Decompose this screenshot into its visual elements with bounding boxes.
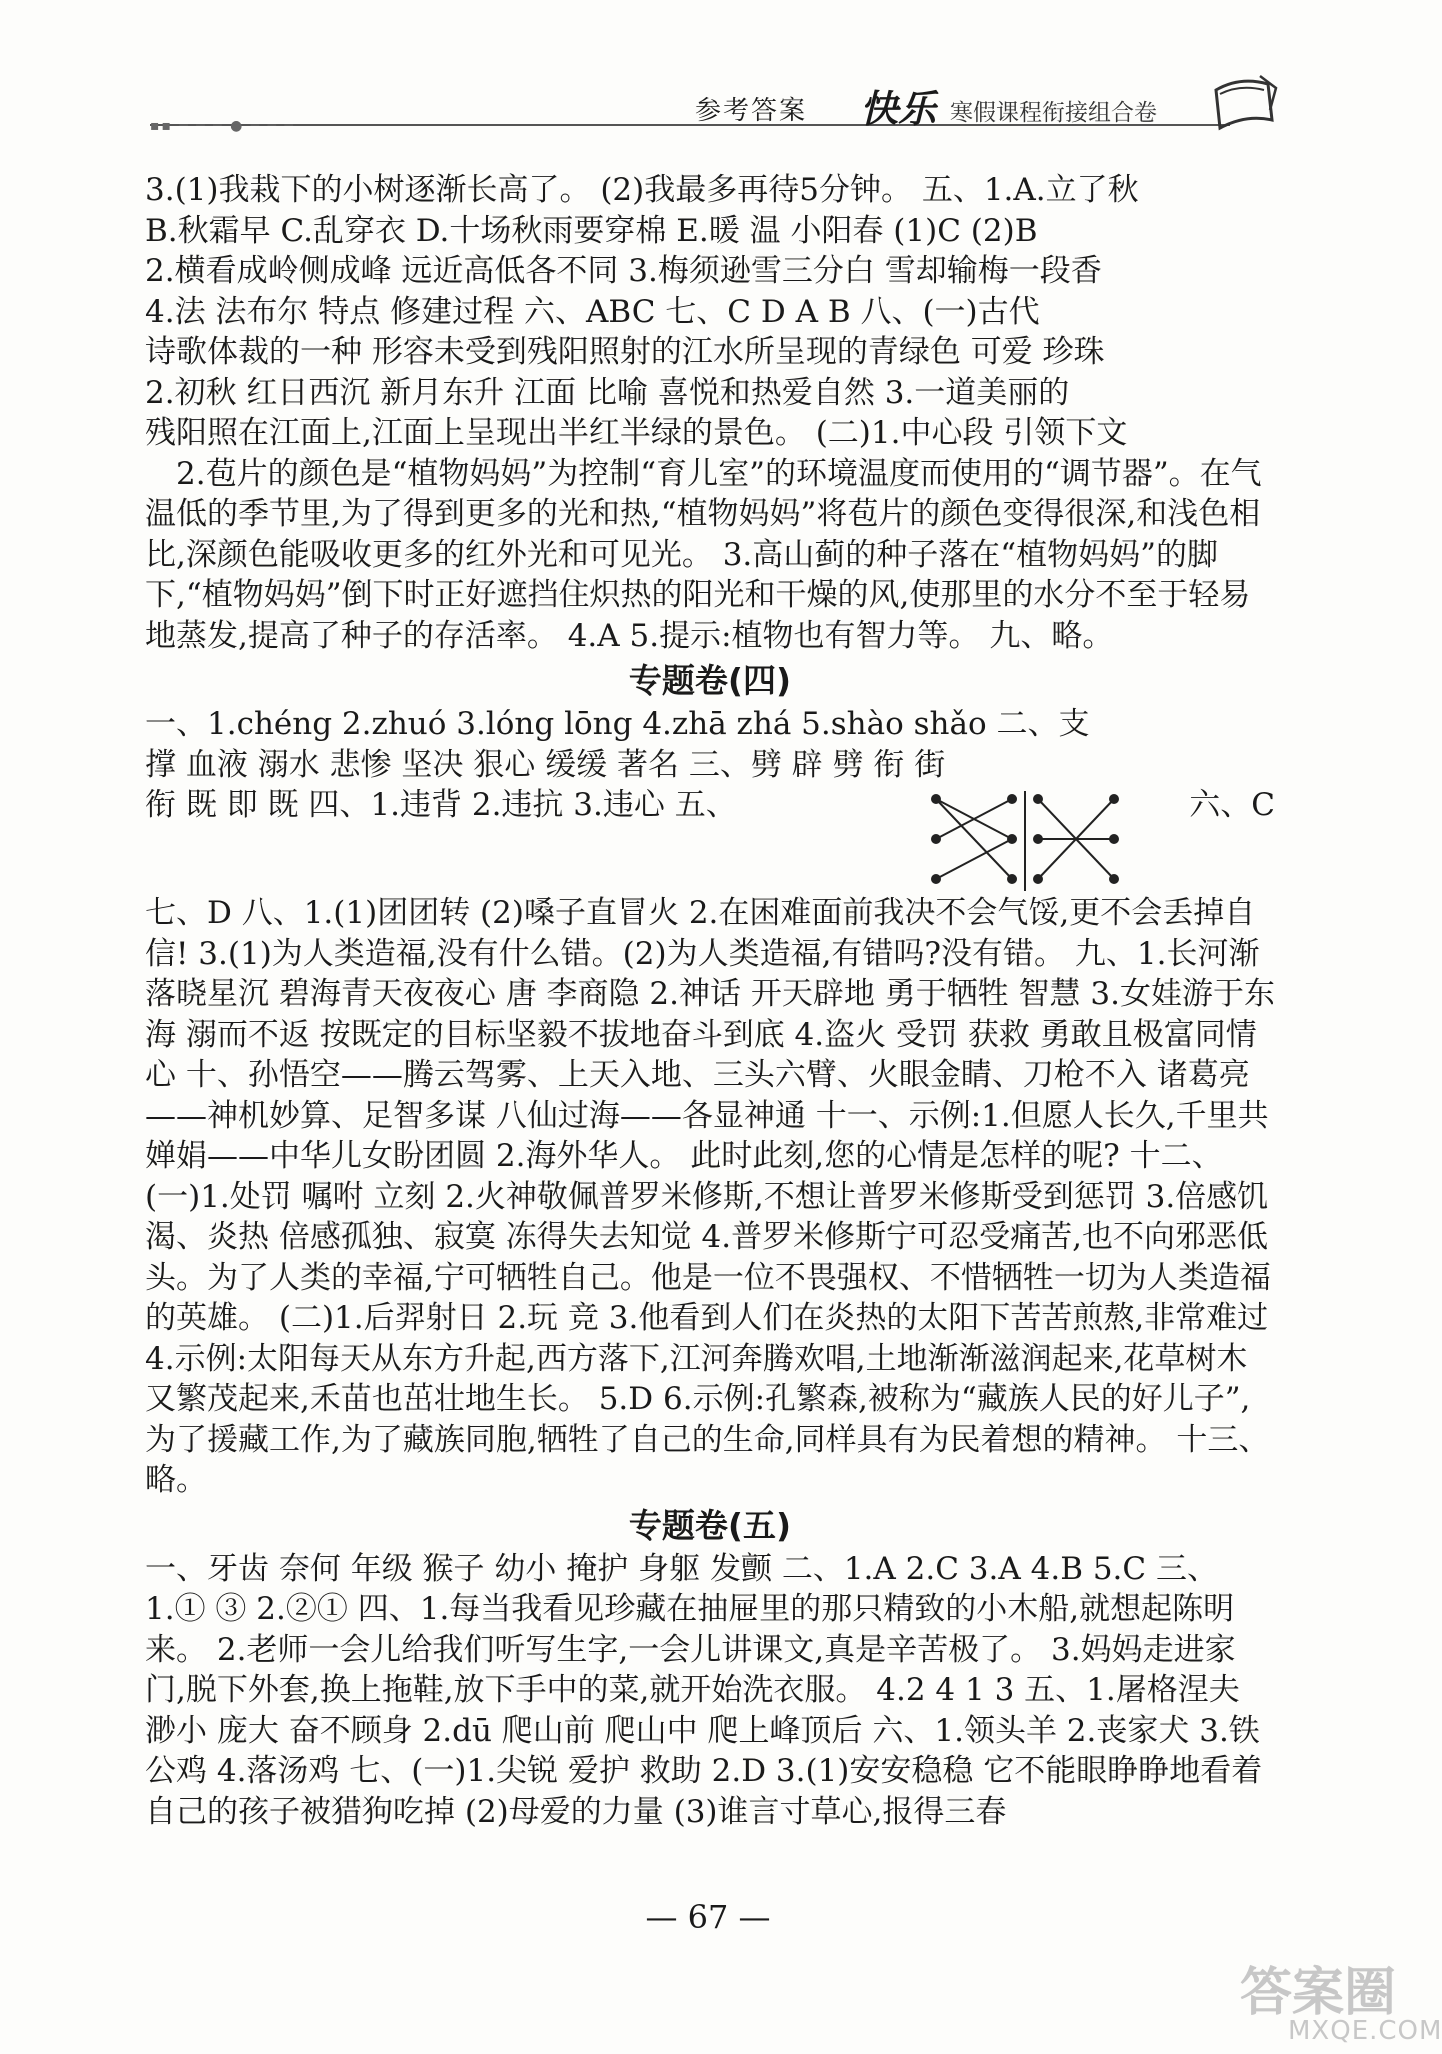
text-line: 诗歌体裁的一种 形容未受到残阳照射的江水所呈现的青绿色 可爱 珍珠 (145, 334, 1105, 370)
answer-paragraph: 2.苞片的颜色是“植物妈妈”为控制“育儿室”的环境温度而使用的“调节器”。在气温低的季节里,为了得到更多的光和热,“植物妈妈”将苞片的颜色变得很深,和浅色相比,深颜色能吸收更多的红外光和可见光。 3.高山蓟的种子落在“植物妈妈”的脚下,“植物妈妈”倒下时正好遮挡住炽热的阳光和干燥的风,使那里的水分不至于轻易地蒸发,提高了种子的存活率。 4.A 5.提示:植物也有智力等。 九、略。 (145, 455, 1262, 654)
header-series-title: 寒假课程衔接组合卷 (950, 100, 1157, 126)
section-title-4: 专题卷(四) (628, 661, 792, 700)
header-answers-label: 参考答案 (695, 96, 808, 126)
answer-paragraph: 七、D 八、1.(1)团团转 (2)嗓子直冒火 2.在困难面前我决不会气馁,更不会丢掉自信! 3.(1)为人类造福,没有什么错。(2)为人类造福,有错吗?没有错。 九、1.长河渐落晓星沉 碧海青天夜夜心 唐 李商隐 2.神话 开天辟地 勇于牺牲 智慧 3.女娃游于东海 溺而不返 按既定的目标坚毅不拔地奋斗到底 4.盗火 受罚 获救 勇敢且极富同情心 十、孙悟空——腾云驾雾、上天入地、三头六臂、火眼金睛、刀枪不入 诸葛亮——神机妙算、足智多谋 八仙过海——各显神通 十一、示例:1.但愿人长久,千里共婵娟——中华儿女盼团圆 2.海外华人。 此时此刻,您的心情是怎样的呢? 十二、(一)1.处罚 嘱咐 立刻 2.火神敬佩普罗米修斯,不想让普罗米修斯受到惩罚 3.倍感饥渴、炎热 倍感孤独、寂寞 冻得失去知觉 4.普罗米修斯宁可忍受痛苦,也不向邪恶低头。为了人类的幸福,宁可牺牲自己。他是一位不畏强权、不惜牺牲一切为人类造福的英雄。 (二)1.后羿射日 2.玩 竞 3.他看到人们在炎热的太阳下苦苦煎熬,非常难过 4.示例:太阳每天从东方升起,西方落下,江河奔腾欢唱,土地渐渐滋润起来,花草树木又繁茂起来,禾苗也茁壮地生长。 5.D 6.示例:孔繁森,被称为“藏族人民的好儿子”,为了援藏工作,为了藏族同胞,牺牲了自己的生命,同样具有为民着想的精神。 十三、略。 (145, 895, 1279, 1498)
header-decoration: ▪▪ ─ ─ ─ ● ─ ─ ─ (150, 118, 295, 134)
text-line: 六、C (1189, 787, 1275, 823)
matching-lines-diagram (930, 791, 1130, 891)
section-title-5: 专题卷(五) (628, 1505, 792, 1545)
text-line: 4.法 法布尔 特点 修建过程 六、ABC 七、C D A B 八、(一)古代 (145, 293, 1040, 330)
watermark: 答案圈 (1240, 1963, 1397, 2023)
text-line: 3.(1)我栽下的小树逐渐长高了。 (2)我最多再待5分钟。 五、1.A.立了秋 (145, 172, 1139, 208)
text-line: 撑 血液 溺水 悲惨 坚决 狠心 缓缓 著名 三、劈 辟 劈 衔 街 (145, 746, 946, 783)
text-line: 衔 既 即 既 四、1.违背 2.违抗 3.违心 五、 (145, 787, 737, 823)
watermark-url: MXQE.COM (1288, 2016, 1442, 2046)
text-line: B.秋霜早 C.乱穿衣 D.十场秋雨要穿棉 E.暖 温 小阳春 (1)C (2)B (145, 212, 1038, 249)
page-header (150, 78, 1270, 138)
answer-text (145, 170, 1279, 1832)
text-line: 一、1.chéng 2.zhuó 3.lóng lōng 4.zhā zhá 5.shào shǎo 二、支 (145, 706, 1090, 742)
text-line: 残阳照在江面上,江面上呈现出半红半绿的景色。 (二)1.中心段 引领下文 (145, 415, 1128, 451)
header-brand: 快乐 (860, 86, 937, 131)
matching-answer-row (145, 785, 1275, 893)
page-number: — 67 — (645, 1898, 771, 1936)
answer-paragraph: 一、牙齿 奈何 年级 猴子 幼小 掩护 身躯 发颤 二、1.A 2.C 3.A 4.B 5.C 三、1.① ③ 2.②① 四、1.每当我看见珍藏在抽屉里的那只精致的小木船,就想起陈明来。 2.老师一会儿给我们听写生字,一会儿讲课文,真是辛苦极了。 3.妈妈走进家门,脱下外套,换上拖鞋,放下手中的菜,就开始洗衣服。 4.2 4 1 3 五、1.屠格涅夫 渺小 庞大 奋不顾身 2.dū 爬山前 爬山中 爬上峰顶后 六、1.领头羊 2.丧家犬 3.铁公鸡 4.落汤鸡 七、(一)1.尖锐 爱护 救助 2.D 3.(1)安安稳稳 它不能眼睁睁地看着自己的孩子被猎狗吃掉 (2)母爱的力量 (3)谁言寸草心,报得三春 (145, 1550, 1263, 1830)
text-line: 2.横看成岭侧成峰 远近高低各不同 3.梅须逊雪三分白 雪却输梅一段香 (145, 253, 1102, 289)
text-line: 2.初秋 红日西沉 新月东升 江面 比喻 喜悦和热爱自然 3.一道美丽的 (145, 374, 1070, 411)
book-icon (1210, 70, 1280, 136)
